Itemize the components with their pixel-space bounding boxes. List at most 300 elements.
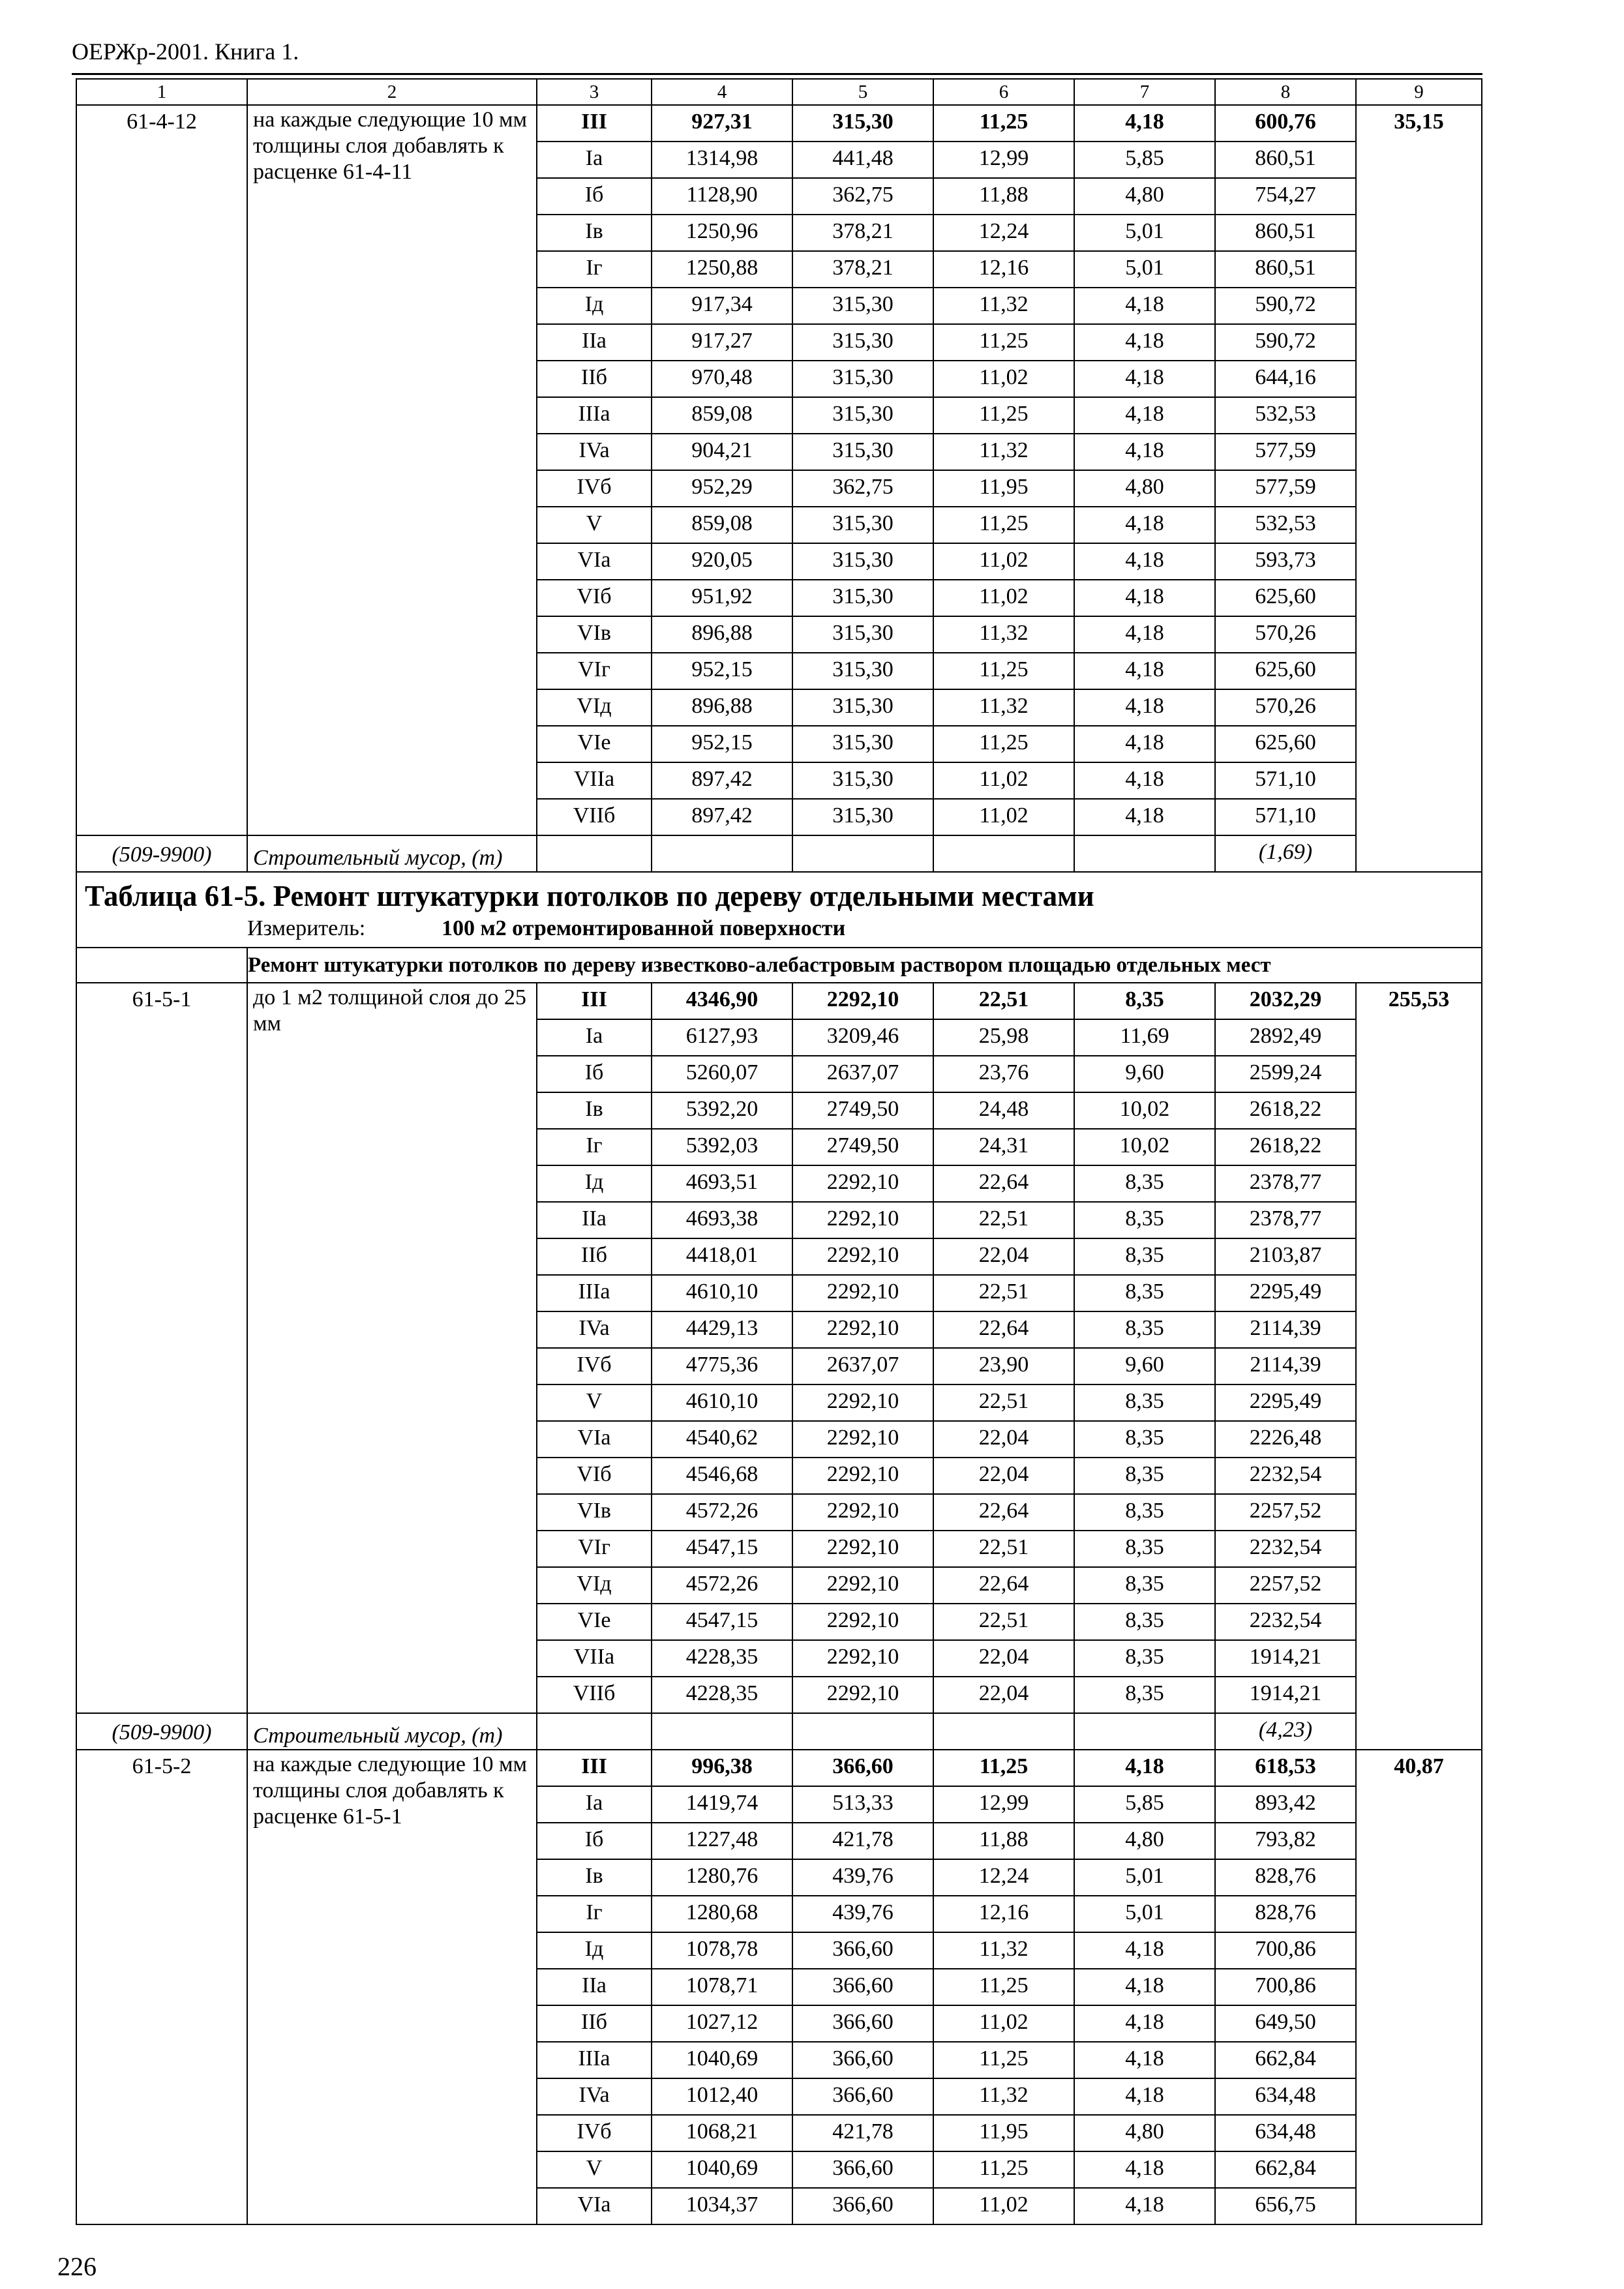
value-cell: 4346,90: [652, 983, 792, 1019]
column-number: 1: [76, 79, 247, 105]
value-cell: 6127,93: [652, 1019, 792, 1056]
value-cell: 917,27: [652, 324, 792, 361]
value-cell: 10,02: [1074, 1092, 1215, 1129]
value-cell: 2892,49: [1215, 1019, 1356, 1056]
debris-code: (509-9900): [76, 835, 247, 872]
value-cell: 4,18: [1074, 616, 1215, 653]
value-cell: 897,42: [652, 762, 792, 799]
zone-cell: IIa: [537, 324, 652, 361]
value-cell: 700,86: [1215, 1932, 1356, 1969]
value-cell: 577,59: [1215, 470, 1356, 507]
value-cell: 315,30: [792, 105, 933, 142]
value-cell: 11,32: [933, 616, 1074, 653]
zone-cell: VIб: [537, 1458, 652, 1494]
value-cell: 513,33: [792, 1786, 933, 1823]
debris-label: Строительный мусор, (т): [247, 1713, 537, 1750]
value-cell: 25,98: [933, 1019, 1074, 1056]
value-cell: 378,21: [792, 251, 933, 288]
table-row: [76, 983, 1482, 1019]
value-cell: 11,02: [933, 361, 1074, 397]
value-cell: 4,18: [1074, 1969, 1215, 2005]
value-cell: 4547,15: [652, 1604, 792, 1640]
value-cell: 366,60: [792, 1750, 933, 1786]
value-cell: 11,32: [933, 434, 1074, 470]
value-cell: 24,48: [933, 1092, 1074, 1129]
zone-cell: V: [537, 507, 652, 543]
value-cell: 8,35: [1074, 1202, 1215, 1238]
value-cell: 4,18: [1074, 543, 1215, 580]
page-number: 226: [57, 2252, 97, 2281]
value-cell: 644,16: [1215, 361, 1356, 397]
value-cell: 2618,22: [1215, 1092, 1356, 1129]
value-cell: 920,05: [652, 543, 792, 580]
zone-cell: Ia: [537, 1786, 652, 1823]
value-cell: 2637,07: [792, 1056, 933, 1092]
value-cell: 532,53: [1215, 397, 1356, 434]
value-cell: 22,64: [933, 1494, 1074, 1531]
value-cell: 2232,54: [1215, 1531, 1356, 1567]
value-cell: 2292,10: [792, 1640, 933, 1677]
value-cell: 4,18: [1074, 1932, 1215, 1969]
value-cell: 1250,88: [652, 251, 792, 288]
value-cell: 828,76: [1215, 1859, 1356, 1896]
value-cell: 4,18: [1074, 361, 1215, 397]
value-cell: 1914,21: [1215, 1640, 1356, 1677]
value-cell: 1128,90: [652, 178, 792, 215]
value-cell: 618,53: [1215, 1750, 1356, 1786]
value-cell: 12,24: [933, 1859, 1074, 1896]
value-cell: 11,88: [933, 1823, 1074, 1859]
value-cell: 11,25: [933, 2151, 1074, 2188]
zone-cell: IIIa: [537, 397, 652, 434]
zone-cell: VIд: [537, 689, 652, 726]
rate-code: 61-4-12: [76, 105, 247, 835]
value-cell: 2032,29: [1215, 983, 1356, 1019]
value-cell: 22,04: [933, 1458, 1074, 1494]
zone-cell: Iб: [537, 178, 652, 215]
value-cell: 2292,10: [792, 983, 933, 1019]
value-cell: 22,51: [933, 1202, 1074, 1238]
value-cell: 2292,10: [792, 1567, 933, 1604]
value-cell: 2295,49: [1215, 1384, 1356, 1421]
zone-cell: VIг: [537, 653, 652, 689]
value-cell: 4,18: [1074, 762, 1215, 799]
value-cell: 2114,39: [1215, 1348, 1356, 1384]
value-cell: 4,18: [1074, 397, 1215, 434]
value-cell: 315,30: [792, 507, 933, 543]
zone-cell: IIб: [537, 361, 652, 397]
value-cell: 970,48: [652, 361, 792, 397]
value-cell: 315,30: [792, 653, 933, 689]
table-row: [76, 105, 1482, 142]
value-cell: 11,95: [933, 470, 1074, 507]
zone-cell: IIa: [537, 1969, 652, 2005]
value-cell: 860,51: [1215, 142, 1356, 178]
value-cell: 1250,96: [652, 215, 792, 251]
zone-cell: VIIб: [537, 1677, 652, 1713]
value-cell: 22,04: [933, 1238, 1074, 1275]
zone-cell: IIIa: [537, 1275, 652, 1311]
empty-cell: [537, 835, 652, 872]
value-cell: 2226,48: [1215, 1421, 1356, 1458]
empty-cell: [537, 1713, 652, 1750]
value-cell: 24,31: [933, 1129, 1074, 1165]
value-cell: 4,18: [1074, 434, 1215, 470]
zone-cell: Iв: [537, 1859, 652, 1896]
subheading: Ремонт штукатурки потолков по дереву известково-алебастровым раствором площадью отдельных мест: [247, 948, 1482, 983]
value-cell: 22,04: [933, 1640, 1074, 1677]
value-cell: 315,30: [792, 580, 933, 616]
rate-code: 61-5-2: [76, 1750, 247, 2224]
value-cell: 11,02: [933, 543, 1074, 580]
value-cell: 11,88: [933, 178, 1074, 215]
value-cell: 8,35: [1074, 1384, 1215, 1421]
value-cell: 4547,15: [652, 1531, 792, 1567]
value-cell: 11,32: [933, 288, 1074, 324]
empty-cell: [652, 835, 792, 872]
rate-description: до 1 м2 толщиной слоя до 25 мм: [247, 983, 537, 1713]
value-cell: 893,42: [1215, 1786, 1356, 1823]
value-cell: 5260,07: [652, 1056, 792, 1092]
debris-value: (1,69): [1215, 835, 1356, 872]
value-cell: 2292,10: [792, 1531, 933, 1567]
value-cell: 315,30: [792, 689, 933, 726]
value-cell: 315,30: [792, 726, 933, 762]
zone-cell: IIIa: [537, 2042, 652, 2078]
value-cell: 439,76: [792, 1859, 933, 1896]
zone-cell: Iд: [537, 1165, 652, 1202]
value-cell: 11,25: [933, 397, 1074, 434]
value-cell: 8,35: [1074, 1421, 1215, 1458]
table-title-row: [76, 872, 1482, 914]
value-cell: 11,02: [933, 762, 1074, 799]
value-cell: 4610,10: [652, 1275, 792, 1311]
value-cell: 2292,10: [792, 1238, 933, 1275]
value-cell: 4,80: [1074, 2115, 1215, 2151]
value-cell: 8,35: [1074, 1640, 1215, 1677]
value-cell: 2257,52: [1215, 1494, 1356, 1531]
value-cell: 11,25: [933, 2042, 1074, 2078]
value-cell: 315,30: [792, 434, 933, 470]
value-cell: 2292,10: [792, 1384, 933, 1421]
value-cell: 441,48: [792, 142, 933, 178]
value-cell: 11,25: [933, 726, 1074, 762]
value-cell: 421,78: [792, 1823, 933, 1859]
zone-cell: IIб: [537, 1238, 652, 1275]
value-cell: 4693,38: [652, 1202, 792, 1238]
value-cell: 4,18: [1074, 2078, 1215, 2115]
value-cell: 4,18: [1074, 1750, 1215, 1786]
value-cell: 22,51: [933, 1604, 1074, 1640]
value-cell: 860,51: [1215, 251, 1356, 288]
empty-cell: [1074, 835, 1215, 872]
value-cell: 952,29: [652, 470, 792, 507]
value-cell: 897,42: [652, 799, 792, 835]
value-cell: 8,35: [1074, 1604, 1215, 1640]
value-cell: 315,30: [792, 288, 933, 324]
value-cell: 11,32: [933, 2078, 1074, 2115]
table-title: Таблица 61-5. Ремонт штукатурки потолков по дереву отдельными местами: [76, 872, 1482, 914]
zone-cell: Iб: [537, 1056, 652, 1092]
value-cell: 917,34: [652, 288, 792, 324]
value-cell: 5,01: [1074, 1859, 1215, 1896]
value-cell: 11,25: [933, 324, 1074, 361]
value-cell: 4228,35: [652, 1677, 792, 1713]
value-cell: 3209,46: [792, 1019, 933, 1056]
value-cell: 4,18: [1074, 507, 1215, 543]
value-cell: 8,35: [1074, 1238, 1215, 1275]
empty-cell: [792, 1713, 933, 1750]
value-cell: 2292,10: [792, 1275, 933, 1311]
debris-row: [76, 1713, 1482, 1750]
value-cell: 4418,01: [652, 1238, 792, 1275]
zone-cell: VIб: [537, 580, 652, 616]
value-cell: 828,76: [1215, 1896, 1356, 1932]
value-cell: 9,60: [1074, 1348, 1215, 1384]
value-cell: 22,04: [933, 1677, 1074, 1713]
value-cell: 1040,69: [652, 2042, 792, 2078]
zone-cell: Iв: [537, 215, 652, 251]
value-cell: 2292,10: [792, 1165, 933, 1202]
value-cell: 5,85: [1074, 1786, 1215, 1823]
value-cell: 662,84: [1215, 2042, 1356, 2078]
value-cell: 2637,07: [792, 1348, 933, 1384]
column-9-value: 255,53: [1356, 983, 1482, 1750]
value-cell: 2749,50: [792, 1129, 933, 1165]
value-cell: 570,26: [1215, 616, 1356, 653]
zone-cell: VIe: [537, 1604, 652, 1640]
empty-cell: [933, 835, 1074, 872]
value-cell: 11,25: [933, 1969, 1074, 2005]
column-number: 6: [933, 79, 1074, 105]
value-cell: 366,60: [792, 2078, 933, 2115]
column-9-value: 40,87: [1356, 1750, 1482, 2224]
value-cell: 571,10: [1215, 762, 1356, 799]
value-cell: 700,86: [1215, 1969, 1356, 2005]
column-9-value: 35,15: [1356, 105, 1482, 872]
value-cell: 4,80: [1074, 1823, 1215, 1859]
value-cell: 2257,52: [1215, 1567, 1356, 1604]
value-cell: 859,08: [652, 397, 792, 434]
zone-cell: IIa: [537, 1202, 652, 1238]
value-cell: 2292,10: [792, 1494, 933, 1531]
value-cell: 11,25: [933, 105, 1074, 142]
value-cell: 2749,50: [792, 1092, 933, 1129]
value-cell: 5392,20: [652, 1092, 792, 1129]
zone-cell: VIIб: [537, 799, 652, 835]
zone-cell: VIIa: [537, 762, 652, 799]
value-cell: 8,35: [1074, 983, 1215, 1019]
value-cell: 5,85: [1074, 142, 1215, 178]
value-cell: 996,38: [652, 1750, 792, 1786]
zone-cell: III: [537, 983, 652, 1019]
value-cell: 11,25: [933, 507, 1074, 543]
value-cell: 22,51: [933, 1384, 1074, 1421]
value-cell: 22,04: [933, 1421, 1074, 1458]
value-cell: 22,51: [933, 1531, 1074, 1567]
value-cell: 362,75: [792, 178, 933, 215]
value-cell: 315,30: [792, 361, 933, 397]
value-cell: 4429,13: [652, 1311, 792, 1348]
empty-cell: [1074, 1713, 1215, 1750]
value-cell: 366,60: [792, 1932, 933, 1969]
value-cell: 590,72: [1215, 324, 1356, 361]
zone-cell: V: [537, 2151, 652, 2188]
value-cell: 366,60: [792, 2042, 933, 2078]
value-cell: 590,72: [1215, 288, 1356, 324]
running-title: ОЕРЖр-2001. Книга 1.: [72, 38, 299, 65]
value-cell: 662,84: [1215, 2151, 1356, 2188]
zone-cell: IVб: [537, 1348, 652, 1384]
value-cell: 2232,54: [1215, 1458, 1356, 1494]
value-cell: 8,35: [1074, 1458, 1215, 1494]
value-cell: 12,24: [933, 215, 1074, 251]
value-cell: 22,51: [933, 983, 1074, 1019]
subheading-row: [76, 948, 1482, 983]
value-cell: 896,88: [652, 689, 792, 726]
value-cell: 2232,54: [1215, 1604, 1356, 1640]
debris-value: (4,23): [1215, 1713, 1356, 1750]
zone-cell: Iд: [537, 288, 652, 324]
value-cell: 4,18: [1074, 288, 1215, 324]
value-cell: 859,08: [652, 507, 792, 543]
value-cell: 571,10: [1215, 799, 1356, 835]
meter-line: [247, 914, 1482, 948]
rate-code: 61-5-1: [76, 983, 247, 1713]
header-rule: [72, 73, 1482, 75]
rate-description: на каждые следующие 10 мм толщины слоя добавлять к расценке 61-5-1: [247, 1750, 537, 2224]
value-cell: 634,48: [1215, 2115, 1356, 2151]
value-cell: 4,18: [1074, 2005, 1215, 2042]
zone-cell: Iг: [537, 1896, 652, 1932]
value-cell: 315,30: [792, 324, 933, 361]
value-cell: 1012,40: [652, 2078, 792, 2115]
value-cell: 2292,10: [792, 1604, 933, 1640]
value-cell: 366,60: [792, 2005, 933, 2042]
value-cell: 8,35: [1074, 1567, 1215, 1604]
value-cell: 315,30: [792, 616, 933, 653]
meter-row: [76, 914, 1482, 948]
meter-label: Измеритель:: [247, 916, 366, 940]
debris-code: (509-9900): [76, 1713, 247, 1750]
value-cell: 8,35: [1074, 1677, 1215, 1713]
value-cell: 4610,10: [652, 1384, 792, 1421]
value-cell: 23,90: [933, 1348, 1074, 1384]
value-cell: 11,32: [933, 689, 1074, 726]
value-cell: 1280,76: [652, 1859, 792, 1896]
meter-indent: [76, 914, 247, 948]
debris-label: Строительный мусор, (т): [247, 835, 537, 872]
value-cell: 11,25: [933, 653, 1074, 689]
column-number: 7: [1074, 79, 1215, 105]
value-cell: 927,31: [652, 105, 792, 142]
column-number: 4: [652, 79, 792, 105]
value-cell: 634,48: [1215, 2078, 1356, 2115]
value-cell: 952,15: [652, 726, 792, 762]
zone-cell: III: [537, 1750, 652, 1786]
value-cell: 378,21: [792, 215, 933, 251]
value-cell: 5392,03: [652, 1129, 792, 1165]
value-cell: 570,26: [1215, 689, 1356, 726]
zone-cell: IVa: [537, 434, 652, 470]
value-cell: 315,30: [792, 397, 933, 434]
value-cell: 1078,71: [652, 1969, 792, 2005]
rate-description: на каждые следующие 10 мм толщины слоя добавлять к расценке 61-4-11: [247, 105, 537, 835]
zone-cell: Ia: [537, 142, 652, 178]
zone-cell: V: [537, 1384, 652, 1421]
value-cell: 366,60: [792, 2188, 933, 2224]
value-cell: 2292,10: [792, 1421, 933, 1458]
value-cell: 2292,10: [792, 1202, 933, 1238]
value-cell: 12,16: [933, 1896, 1074, 1932]
value-cell: 754,27: [1215, 178, 1356, 215]
value-cell: 532,53: [1215, 507, 1356, 543]
value-cell: 5,01: [1074, 251, 1215, 288]
value-cell: 12,16: [933, 251, 1074, 288]
value-cell: 625,60: [1215, 726, 1356, 762]
empty-cell: [792, 835, 933, 872]
value-cell: 12,99: [933, 142, 1074, 178]
value-cell: 1419,74: [652, 1786, 792, 1823]
value-cell: 22,64: [933, 1165, 1074, 1202]
value-cell: 2378,77: [1215, 1165, 1356, 1202]
table-row: [76, 1750, 1482, 1786]
value-cell: 1314,98: [652, 142, 792, 178]
value-cell: 23,76: [933, 1056, 1074, 1092]
value-cell: 625,60: [1215, 653, 1356, 689]
value-cell: 4,18: [1074, 580, 1215, 616]
value-cell: 11,02: [933, 580, 1074, 616]
value-cell: 4,18: [1074, 2151, 1215, 2188]
zone-cell: VIг: [537, 1531, 652, 1567]
value-cell: 4,18: [1074, 689, 1215, 726]
value-cell: 4,18: [1074, 2042, 1215, 2078]
value-cell: 11,32: [933, 1932, 1074, 1969]
value-cell: 4546,68: [652, 1458, 792, 1494]
value-cell: 11,02: [933, 2188, 1074, 2224]
zone-cell: VIв: [537, 1494, 652, 1531]
zone-cell: VIa: [537, 543, 652, 580]
value-cell: 366,60: [792, 2151, 933, 2188]
value-cell: 11,69: [1074, 1019, 1215, 1056]
value-cell: 4693,51: [652, 1165, 792, 1202]
value-cell: 4,80: [1074, 470, 1215, 507]
debris-row: [76, 835, 1482, 872]
zone-cell: IVб: [537, 2115, 652, 2151]
value-cell: 10,02: [1074, 1129, 1215, 1165]
value-cell: 4572,26: [652, 1494, 792, 1531]
zone-cell: IVa: [537, 2078, 652, 2115]
value-cell: 577,59: [1215, 434, 1356, 470]
value-cell: 1034,37: [652, 2188, 792, 2224]
column-number: 9: [1356, 79, 1482, 105]
value-cell: 4,18: [1074, 2188, 1215, 2224]
column-number: 3: [537, 79, 652, 105]
value-cell: 5,01: [1074, 215, 1215, 251]
zone-cell: VIa: [537, 1421, 652, 1458]
value-cell: 315,30: [792, 762, 933, 799]
value-cell: 439,76: [792, 1896, 933, 1932]
value-cell: 11,25: [933, 1750, 1074, 1786]
zone-cell: IVa: [537, 1311, 652, 1348]
value-cell: 5,01: [1074, 1896, 1215, 1932]
value-cell: 366,60: [792, 1969, 933, 2005]
value-cell: 11,02: [933, 799, 1074, 835]
column-number: 5: [792, 79, 933, 105]
value-cell: 8,35: [1074, 1531, 1215, 1567]
value-cell: 1027,12: [652, 2005, 792, 2042]
value-cell: 8,35: [1074, 1165, 1215, 1202]
